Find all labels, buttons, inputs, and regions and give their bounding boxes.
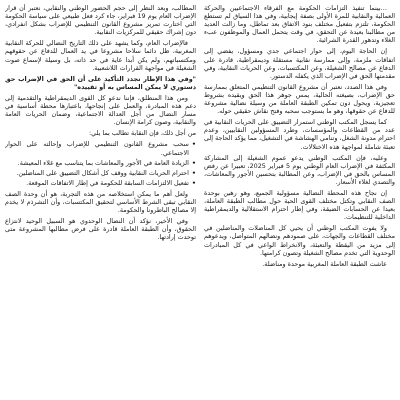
bullet-icon: •: [191, 178, 196, 187]
bullet-icon: •: [191, 140, 196, 149]
list-item: [5, 159, 196, 167]
bullet-icon: •: [191, 168, 196, 177]
list-item-text: سحب مشروع القانون التنظيمي للإضراب وإحالته على الحوار الاجتماعي.: [5, 140, 189, 157]
list-item: [5, 140, 196, 156]
right-paragraph-2: إن الحاجة اليوم، إلى حوار اجتماعي جدي ومسؤول، يفضي إلى اتفاقات ملزمة، وإلى ممارسة نقابية مستقلة وديمقراطية، قادرة على الدفاع عن مصالح الشغيلة، وعن المكتسبات، وعن الحريات النقابية، وفي مقدمتها الحق في الإضراب الذي يكفله الدستور.: [204, 47, 395, 80]
list-intro: من أجل ذلك، فإن النقابة تطالب بما يلي:: [88, 129, 196, 138]
closing-paragraph: وفي الأخير، نؤكد أن النضال الوحدوي هو السبيل الوحيد لانتزاع الحقوق، وأن الطبقة العاملة قادرة على فرض مطالبها المشروعة متى توحدت إرادتها.: [5, 217, 196, 242]
left-paragraph-4: ولعل أهم ما يمكن استخلاصه من هذه التجربة، هو أن وحدة الصف النقابي تبقى الشرط الأساسي لتحقيق المكتسبات، وأن التشرذم لا يخدم إلا مصالح الباطرونا والحكومة.: [5, 189, 196, 215]
left-paragraph-2: فالإضراب العام، وكما يشهد على ذلك التاريخ النضالي للحركة النقابية المغربية، ظل دائما سلاحا مشروعا في يد العمال للدفاع عن حقوقهم ومكتسباتهم، ولم يكن أبدا غاية في حد ذاته، بل وسيلة لإسماع صوت الشغيلة في مواجهة القرارات اللاشعبية.: [5, 39, 196, 72]
pull-quote: "وفي هذا الإطار نجدد التأكيد على أن الحق في الإضراب حق دستوري لا يمكن المساس به أو تقييده": [5, 74, 196, 91]
right-paragraph-5: وعليه، فإن المكتب الوطني يدعو عموم الشغيلة إلى المشاركة المكثفة في الإضراب العام الوطني يوم 5 فبراير 2025، تعبيرا عن رفض المساس بالحق في الإضراب، وعن المطالبة بتحسين الأجور والمعاشات، والتصدي لغلاء الأسعار.: [204, 153, 395, 186]
left-column: [5, 4, 196, 400]
right-paragraph-7: ولا يفوت المكتب الوطني أن يحيي كل المناضلات والمناضلين في مختلف القطاعات والجهات، على صمودهم ونضالهم المتواصل، ويدعوهم إلى مزيد من اليقظة والتعبئة، والانخراط الواعي في كل المبادرات الوحدوية التي تخدم مصالح الشغيلة وتصون كرامتها.: [204, 224, 395, 257]
right-paragraph-6: إن نجاح هذه المحطة النضالية مسؤولية الجميع، وهو رهين بوحدة الصف النقابي وتكتل مختلف القوى الحية حول مطالب الطبقة العاملة، بعيدا عن الحسابات الضيقة، وفي إطار احترام الاستقلالية والديمقراطية الداخلية للتنظيمات.: [204, 188, 395, 222]
right-paragraph-8: عاشت الطبقة العاملة المغربية موحدة ومناضلة.: [262, 259, 387, 268]
left-paragraph-3: ومن هذا المنطلق، فإننا ندعو كل القوى الديمقراطية والتقدمية إلى دعم هذه المبادرة، والعمل على إنجاحها، باعتبارها محطة أساسية في مسار النضال من أجل العدالة الاجتماعية، وضمان الحريات العامة والنقابية، وصون كرامة الإنسان.: [5, 93, 196, 127]
list-item-text: تفعيل الالتزامات السابقة للحكومة في إطار الاتفاقات الموقعة.: [26, 178, 189, 187]
list-item-text: الزيادة العامة في الأجور والمعاشات بما يتناسب مع غلاء المعيشة.: [17, 158, 189, 167]
right-paragraph-1: …بينما تنفيذ التزامات الحكومة مع الفرقاء الاجتماعيين والحركة العمالية والنقابية للمرة الأولى بصفة إيجابية، وفي هذا السياق لم تستطع الحكومة، تلتزم بتفعيل مختلف بنود الاتفاق بعد تماطل، وما زالت العديد من مطالبنا بعيدة عن التحقق، في وقت يتحمل العمال والموظفون عبء الغلاء وتدهور القدرة الشرائية.: [204, 4, 395, 45]
bullet-icon: •: [191, 158, 196, 167]
right-paragraph-3: وفي هذا الصدد، نعتبر أن مشروع القانون التنظيمي المتعلق بممارسة حق الإضراب، بصيغته الحالية، يمس جوهر هذا الحق ويقيده بشروط تعجيزية، ويحول دون تمكين الطبقة العاملة من وسيلة نضالية مشروعة للدفاع عن حقوقها، وهو ما يستوجب سحبه وفتح نقاش حقيقي حوله.: [204, 82, 395, 116]
list-item: [5, 169, 196, 177]
right-column: [204, 4, 395, 400]
list-item: [5, 179, 196, 187]
right-paragraph-4: كما يسجل المكتب الوطني استمرار التضييق على الحريات النقابية في عدد من القطاعات والمؤسسات، وطرد المسؤولين النقابيين، وعدم احترام مدونة الشغل، وتنامي الهشاشة في التشغيل، مما يؤكد الحاجة إلى تعبئة شاملة لمواجهة هذه الاختلالات.: [204, 118, 395, 151]
list-item-text: احترام الحريات النقابية ووقف كل أشكال التضييق على المناضلين.: [16, 168, 189, 177]
demands-list: [5, 140, 196, 186]
left-paragraph-1: المطالب، وبعد النظر إلى حجم الحضور الوطني والنقابي، نعتبر أن قرار الإضراب العام يوم 19 فبراير، جاء كرد فعل طبيعي على سياسة الحكومة التي اختارت تمرير مشروع القانون التنظيمي للإضراب بشكل انفرادي، دون إشراك حقيقي للمركزيات النقابية.: [5, 4, 196, 37]
